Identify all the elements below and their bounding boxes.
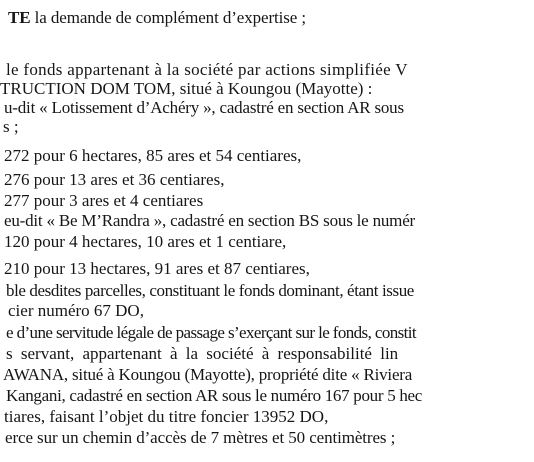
text-line-18: tiares, faisant l’objet du titre foncier 13952 DO, <box>4 407 329 426</box>
text-line-12: ble desdites parcelles, constituant le fonds dominant, étant issue <box>6 281 414 300</box>
text-line-2: le fonds appartenant à la société par actions simplifiée V <box>6 60 408 79</box>
text-line-17: Kangani, cadastré en section AR sous le numéro 167 pour 5 hec <box>6 386 423 405</box>
text-line-8: 277 pour 3 ares et 4 centiares <box>4 191 204 210</box>
text-line-5: s ; <box>3 117 19 136</box>
text-line-10: 120 pour 4 hectares, 10 ares et 1 centiare, <box>4 232 287 251</box>
text-line-1 <box>8 8 534 30</box>
text-line-16: AWANA, situé à Koungou (Mayotte), propriété dite « Riviera <box>3 365 413 384</box>
text-line-19: erce sur un chemin d’accès de 7 mètres et 50 centimètres ; <box>5 428 396 447</box>
text-line-13: cier numéro 67 DO, <box>8 301 144 320</box>
bold-heading-fragment: TE <box>8 8 31 27</box>
text-line-6: 272 pour 6 hectares, 85 ares et 54 centiares, <box>4 146 302 165</box>
text-line-9: eu-dit « Be M’Randra », cadastré en section BS sous le numér <box>4 211 416 230</box>
text-line-15: s servant, appartenant à la société à responsabilité lin <box>6 344 399 363</box>
text-line-14: e d’une servitude légale de passage s’exerçant sur le fonds, constit <box>6 323 417 342</box>
text-line-11: 210 pour 13 hectares, 91 ares et 87 centiares, <box>4 259 310 278</box>
text-line-3: TRUCTION DOM TOM, situé à Koungou (Mayotte) : <box>0 79 373 98</box>
line-1-text: la demande de complément d’expertise ; <box>30 8 307 27</box>
text-line-7: 276 pour 13 ares et 36 centiares, <box>4 170 225 189</box>
text-line-4: u-dit « Lotissement d’Achéry », cadastré en section AR sous <box>4 98 404 117</box>
